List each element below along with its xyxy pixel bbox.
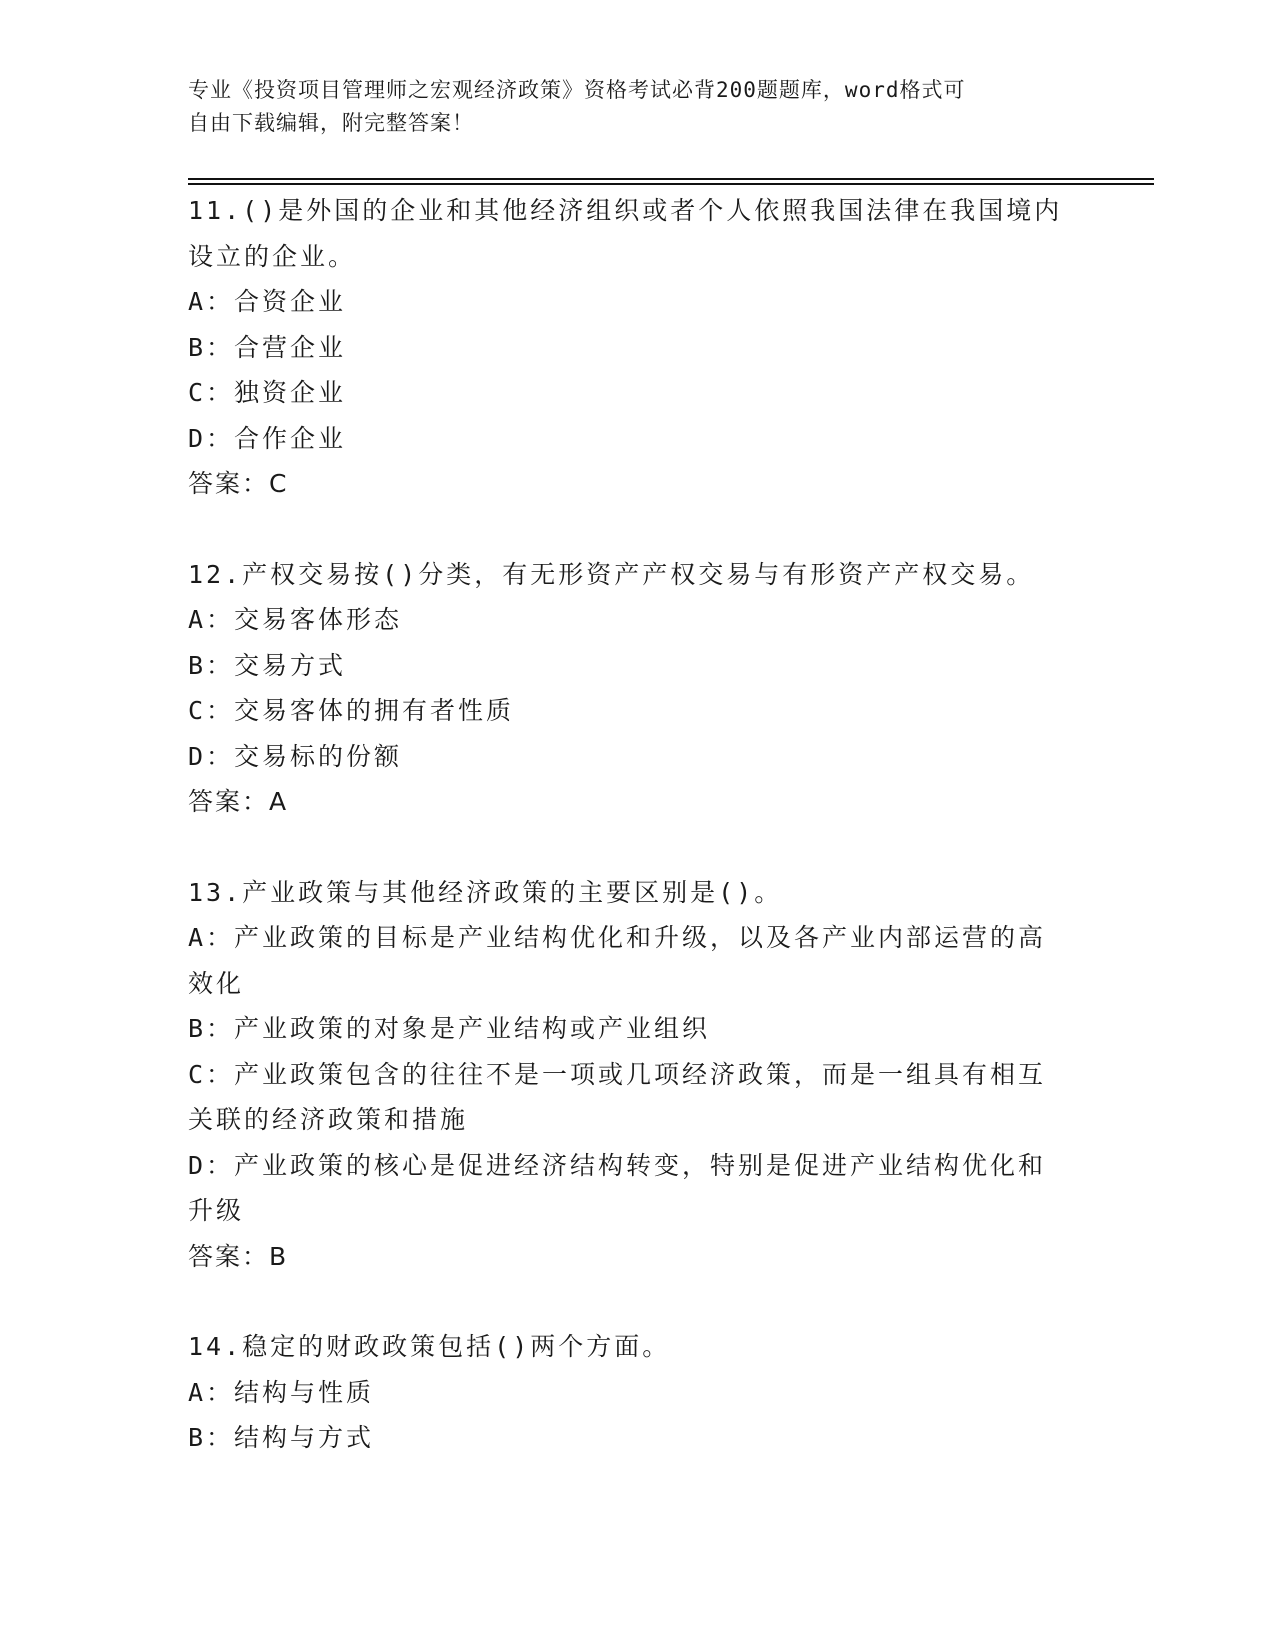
question-13 [188, 870, 1068, 1280]
question-stem-cont: 设立的企业。 [188, 241, 357, 271]
question-stem: 11.()是外国的企业和其他经济组织或者个人依照我国法律在我国境内 [188, 196, 1063, 225]
option-a: A：结构与性质 [188, 1377, 375, 1407]
question-14 [188, 1324, 1068, 1461]
option-a: A：产业政策的目标是产业结构优化和升级，以及各产业内部运营的高 [188, 923, 1047, 952]
header-line-1: 专业《投资项目管理师之宏观经济政策》资格考试必背200题题库，word格式可 [188, 78, 966, 102]
option-d-cont: 升级 [188, 1196, 245, 1225]
option-a-cont: 效化 [188, 968, 245, 998]
answer: 答案：C [188, 469, 289, 498]
option-c: C：产业政策包含的往往不是一项或几项经济政策，而是一组具有相互 [188, 1059, 1047, 1089]
option-d: D：产业政策的核心是促进经济结构转变，特别是促进产业结构优化和 [188, 1150, 1047, 1180]
option-b: B：结构与方式 [188, 1423, 375, 1452]
option-a: A：交易客体形态 [188, 605, 403, 634]
header-line-2: 自由下载编辑，附完整答案！ [188, 111, 474, 135]
option-c: C：独资企业 [188, 378, 347, 407]
option-b: B：合营企业 [188, 332, 347, 362]
option-b: B：交易方式 [188, 650, 347, 680]
option-d: D：交易标的份额 [188, 741, 403, 771]
question-12 [188, 552, 1068, 825]
option-d: D：合作企业 [188, 423, 347, 453]
answer: 答案：A [188, 787, 289, 816]
spacer [188, 507, 1068, 552]
spacer [188, 1279, 1068, 1324]
question-list [188, 188, 1068, 1461]
question-stem: 12.产权交易按()分类，有无形资产产权交易与有形资产产权交易。 [188, 559, 1035, 589]
header-rule-top [188, 178, 1154, 180]
option-b: B：产业政策的对象是产业结构或产业组织 [188, 1014, 711, 1043]
option-a: A：合资企业 [188, 287, 347, 316]
question-stem: 13.产业政策与其他经济政策的主要区别是()。 [188, 877, 783, 907]
option-c-cont: 关联的经济政策和措施 [188, 1105, 469, 1134]
answer: 答案：B [188, 1241, 289, 1271]
question-11 [188, 188, 1068, 507]
spacer [188, 825, 1068, 870]
header-rule-bottom [188, 183, 1154, 185]
question-stem: 14.稳定的财政政策包括()两个方面。 [188, 1332, 671, 1361]
document-header [188, 74, 1068, 140]
option-c: C：交易客体的拥有者性质 [188, 696, 515, 725]
